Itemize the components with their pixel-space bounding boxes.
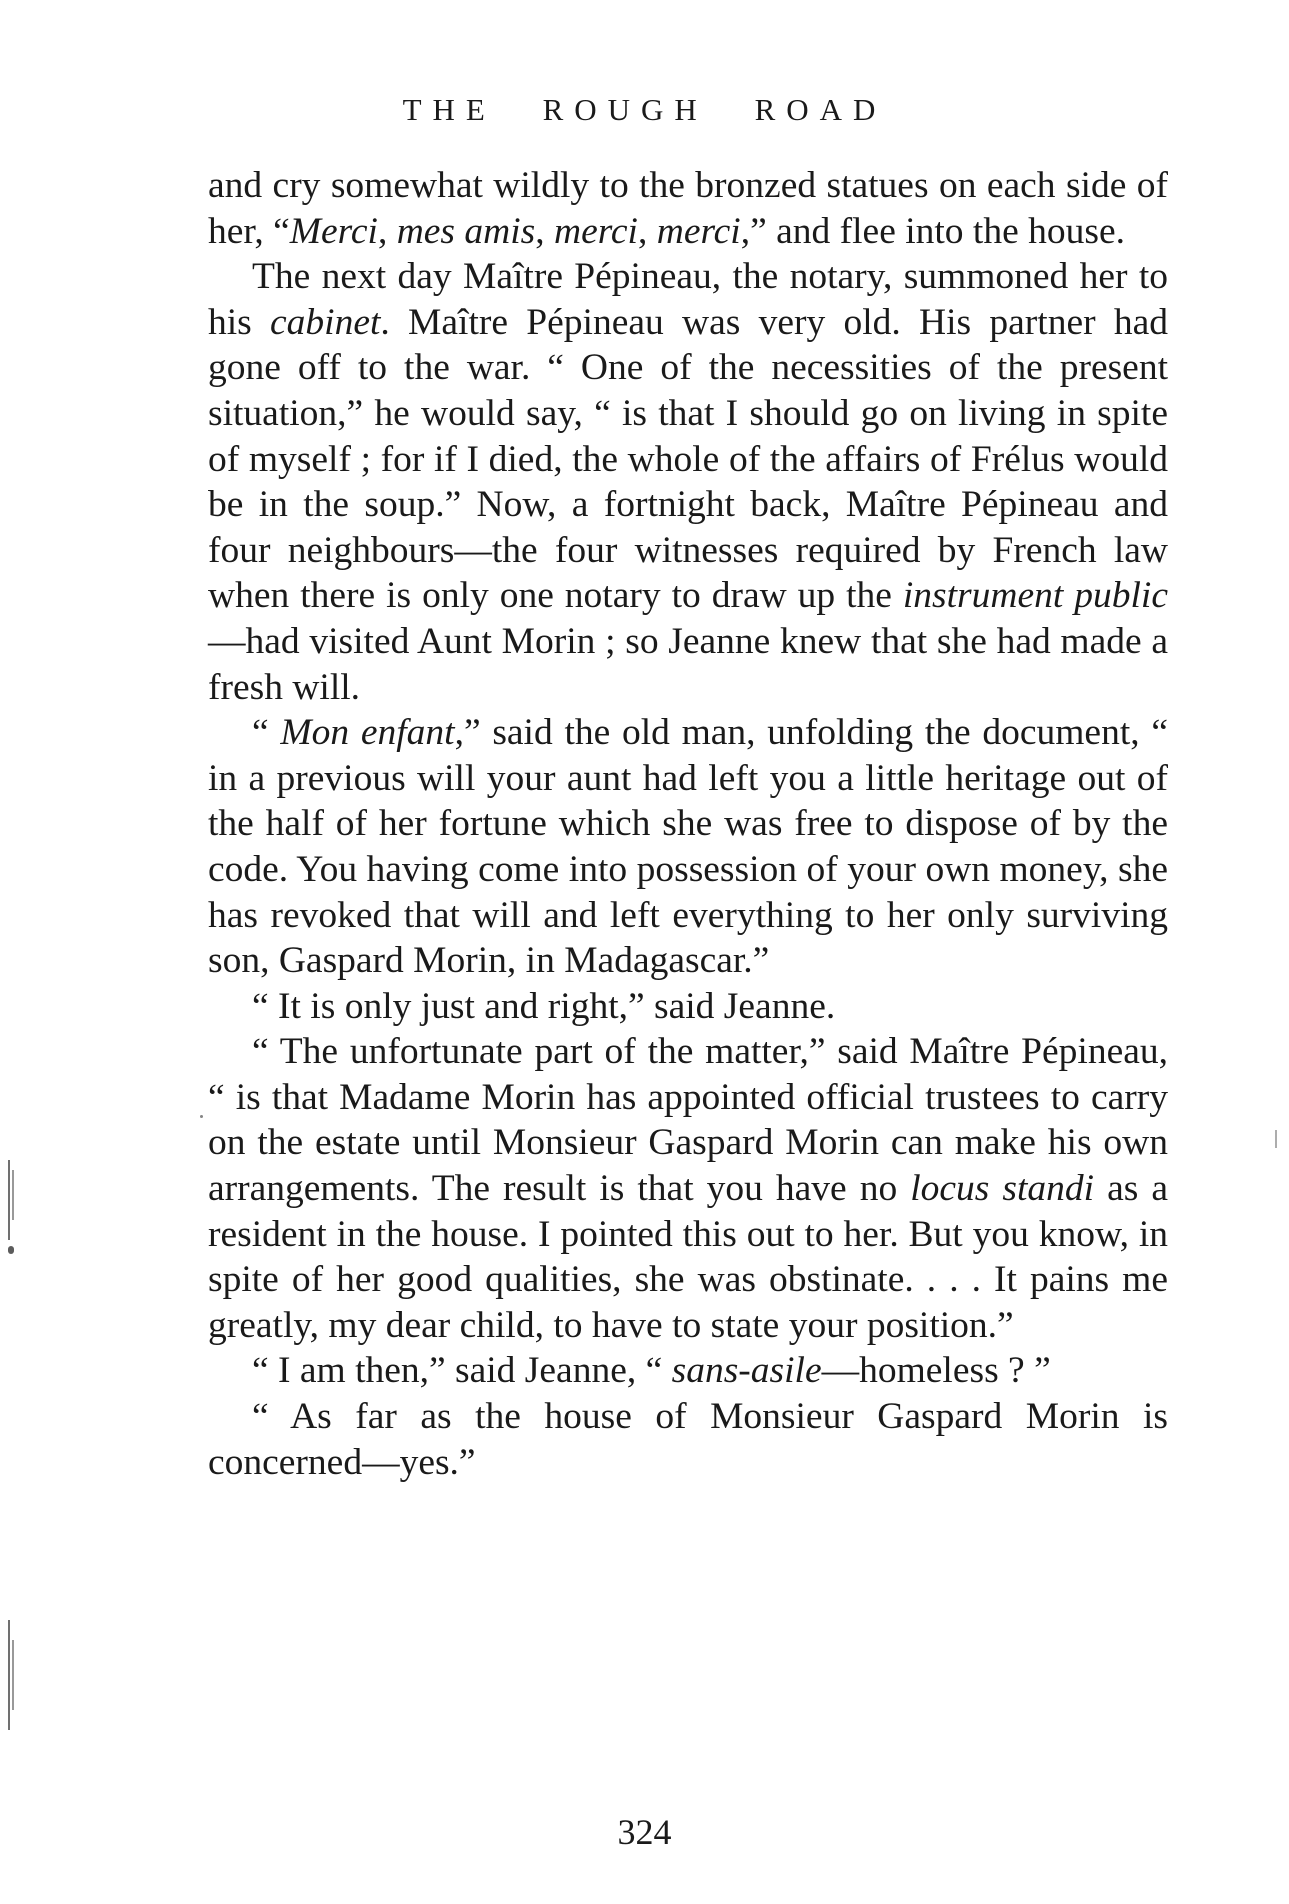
paragraph: [208, 1029, 1168, 1348]
body-text: [208, 163, 1168, 1485]
scan-mark: [8, 1620, 10, 1730]
scan-mark: [8, 1160, 10, 1240]
text-run: “ I am then,” said Jeanne, “: [252, 1350, 672, 1392]
text-run: “ As far as the house of Monsieur Gaspard Morin is concerned—yes.”: [208, 1396, 1168, 1483]
scan-mark: [1275, 1130, 1277, 1148]
italic-run: locus standi: [910, 1168, 1095, 1210]
text-run: The next day Maître Pépineau, the notary, summoned her to his: [208, 256, 1168, 343]
paragraph: [208, 1348, 1168, 1394]
italic-run: merci: [553, 210, 638, 252]
paragraph: [208, 254, 1168, 710]
text-run: “ It is only just and right,” said Jeanne.: [252, 985, 836, 1027]
running-head: [0, 88, 1289, 132]
text-run: ,: [637, 210, 657, 252]
paragraph: [208, 710, 1168, 984]
italic-run: instrument public: [902, 575, 1168, 617]
paragraph: [208, 163, 1168, 254]
italic-run: cabinet: [270, 301, 381, 343]
running-head-word: THE: [402, 92, 496, 127]
scan-mark: [12, 1170, 14, 1220]
running-head-word: ROUGH: [542, 92, 708, 127]
scan-mark: [12, 1640, 14, 1710]
italic-run: mes amis: [396, 210, 536, 252]
scan-mark: [8, 1246, 14, 1254]
text-run: “ The unfortunate part of the matter,” said Maître Pépineau, “ is that Madame Morin has appointed official trustees to carry on the estate until Monsieur Gaspard Morin can make his own arrangements. The result is that you have no: [208, 1031, 1168, 1210]
text-run: and cry somewhat wildly to the bronzed statues on each side of her, “: [208, 165, 1168, 252]
text-run: as a resident in the house. I pointed this out to her. But you know, in spite of her good qualities, she was obstinate. . . . It pains me greatly, my dear child, to have to state your position.”: [208, 1168, 1168, 1346]
page-number: 324: [617, 1812, 672, 1852]
text-run: . Maître Pépineau was very old. His partner had gone off to the war. “ One of the necessities of the present situation,” he would say, “ is that I should go on living in spite of myself ; for if I died, the whole of the affairs of Frélus would be in the soup.” Now, a fortnight back, Maître Pépineau and four neighbours—the four witnesses required by French law when there is only one notary to draw up the: [208, 301, 1168, 617]
scan-mark: [200, 1115, 203, 1118]
text-run: —homeless ? ”: [821, 1350, 1051, 1392]
italic-run: Mon enfant: [280, 712, 455, 754]
paragraph: [208, 1394, 1168, 1485]
italic-run: merci: [656, 210, 741, 252]
text-run: “: [252, 712, 281, 754]
italic-run: sans-asile: [671, 1350, 822, 1392]
running-head-word: ROAD: [754, 92, 887, 127]
text-run: ,: [377, 210, 397, 252]
text-run: ,” and flee into the house.: [740, 210, 1125, 252]
text-run: ,: [535, 210, 554, 252]
text-run: ,” said the old man, unfolding the document, “ in a previous will your aunt had left you a little heritage out of the half of her fortune which she was free to dispose of by the code. You having come into possession of your own money, she has revoked that will and left everything to her only surviving son, Gaspard Morin, in Madagascar.”: [208, 712, 1168, 982]
text-run: —had visited Aunt Morin ; so Jeanne knew that she had made a fresh will.: [208, 620, 1168, 708]
italic-run: Merci: [289, 210, 378, 252]
paragraph: [208, 984, 1168, 1030]
